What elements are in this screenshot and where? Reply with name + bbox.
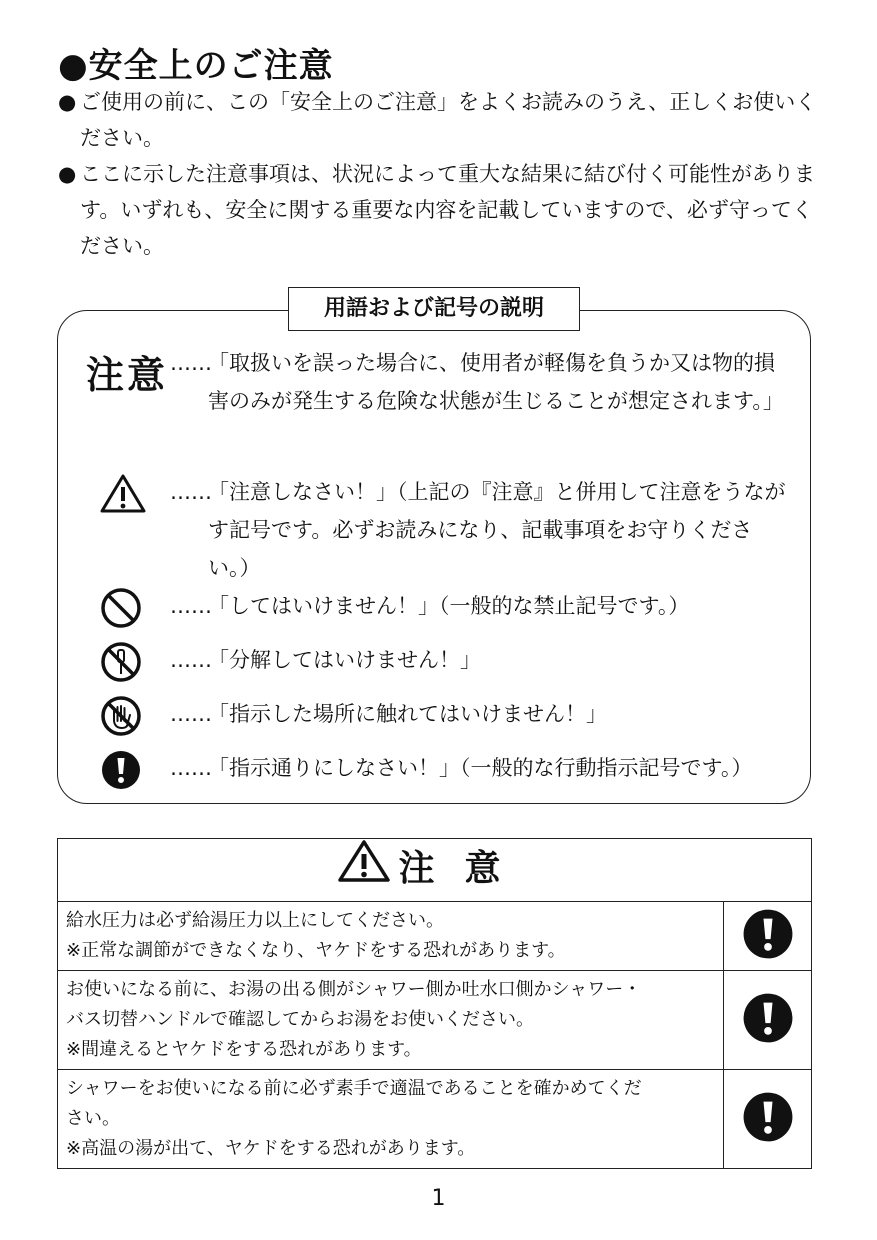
caution-text — [58, 1070, 724, 1169]
no-touch-icon — [100, 695, 142, 749]
caution-text — [58, 902, 724, 971]
leader-dots: …… — [170, 480, 212, 504]
table-row — [58, 902, 812, 971]
legend-text: 「分解してはいけません！」 — [208, 648, 481, 672]
intro-item — [58, 156, 828, 264]
caution-line: さい。 — [66, 1108, 120, 1129]
legend-title: 用語および記号の説明 — [288, 287, 580, 331]
caution-icon-cell — [724, 1070, 812, 1169]
legend-text: 「してはいけません！」（一般的な禁止記号です。） — [208, 594, 690, 618]
leader-dots: …… — [170, 702, 212, 726]
leader-dots: …… — [170, 756, 212, 780]
caution-icon-cell — [724, 902, 812, 971]
intro-text: ご使用の前に、この「安全上のご注意」をよくお読みのうえ、正しくお使いください。 — [80, 90, 817, 150]
caution-line: ※間違えるとヤケドをする恐れがあります。 — [66, 1039, 422, 1060]
caution-line: ※正常な調節ができなくなり、ヤケドをする恐れがあります。 — [66, 940, 566, 961]
legend-text: 「指示した場所に触れてはいけません！」 — [208, 702, 607, 726]
caution-table — [57, 838, 812, 1169]
page-number: 1 — [431, 1186, 446, 1211]
leader-dots: …… — [170, 594, 212, 618]
leader-dots: …… — [170, 648, 212, 672]
caution-line: バス切替ハンドルで確認してからお湯をお使いください。 — [66, 1009, 534, 1030]
caution-line: 給水圧力は必ず給湯圧力以上にしてください。 — [66, 910, 444, 931]
caution-word: 注意 — [86, 353, 169, 397]
caution-line: お使いになる前に、お湯の出る側がシャワー側か吐水口側かシャワー・ — [66, 979, 642, 1000]
caution-header-row — [58, 839, 812, 902]
legend-text: 「取扱いを誤った場合に、使用者が軽傷を負うか又は物的損害のみが発生する危険な状態が生じることが想定されます。」 — [208, 351, 784, 413]
caution-header — [58, 839, 812, 902]
intro-text: ここに示した注意事項は、状況によって重大な結果に結び付く可能性があります。いずれも、安全に関する重要な内容を記載していますので、必ず守ってください。 — [80, 162, 815, 258]
mandatory-action-icon — [741, 907, 795, 961]
prohibition-icon — [100, 587, 142, 641]
table-row — [58, 971, 812, 1070]
warning-triangle-icon — [338, 839, 390, 901]
caution-line: シャワーをお使いになる前に必ず素手で適温であることを確かめてくだ — [66, 1078, 642, 1099]
page-title: ●安全上のご注意 — [58, 46, 334, 86]
mandatory-action-icon — [741, 1090, 795, 1144]
warning-triangle-icon — [100, 473, 146, 525]
mandatory-action-icon — [100, 749, 142, 803]
intro-item — [58, 84, 828, 156]
table-row — [58, 1070, 812, 1169]
bullet: ● — [58, 90, 77, 114]
caution-line: ※高温の湯が出て、ヤケドをする恐れがあります。 — [66, 1138, 476, 1159]
leader-dots: …… — [170, 351, 212, 375]
caution-icon-cell — [724, 971, 812, 1070]
caution-header-text: 注意 — [398, 848, 531, 889]
legend-text: 「注意しなさい！」（上記の『注意』と併用して注意をうながす記号です。必ずお読みになり、記載事項をお守りください。） — [208, 480, 786, 580]
caution-text — [58, 971, 724, 1070]
no-disassembly-icon — [100, 641, 142, 695]
legend-text: 「指示通りにしなさい！」（一般的な行動指示記号です。） — [208, 756, 753, 780]
mandatory-action-icon — [741, 991, 795, 1045]
bullet: ● — [58, 162, 77, 186]
intro-notes — [58, 84, 828, 264]
